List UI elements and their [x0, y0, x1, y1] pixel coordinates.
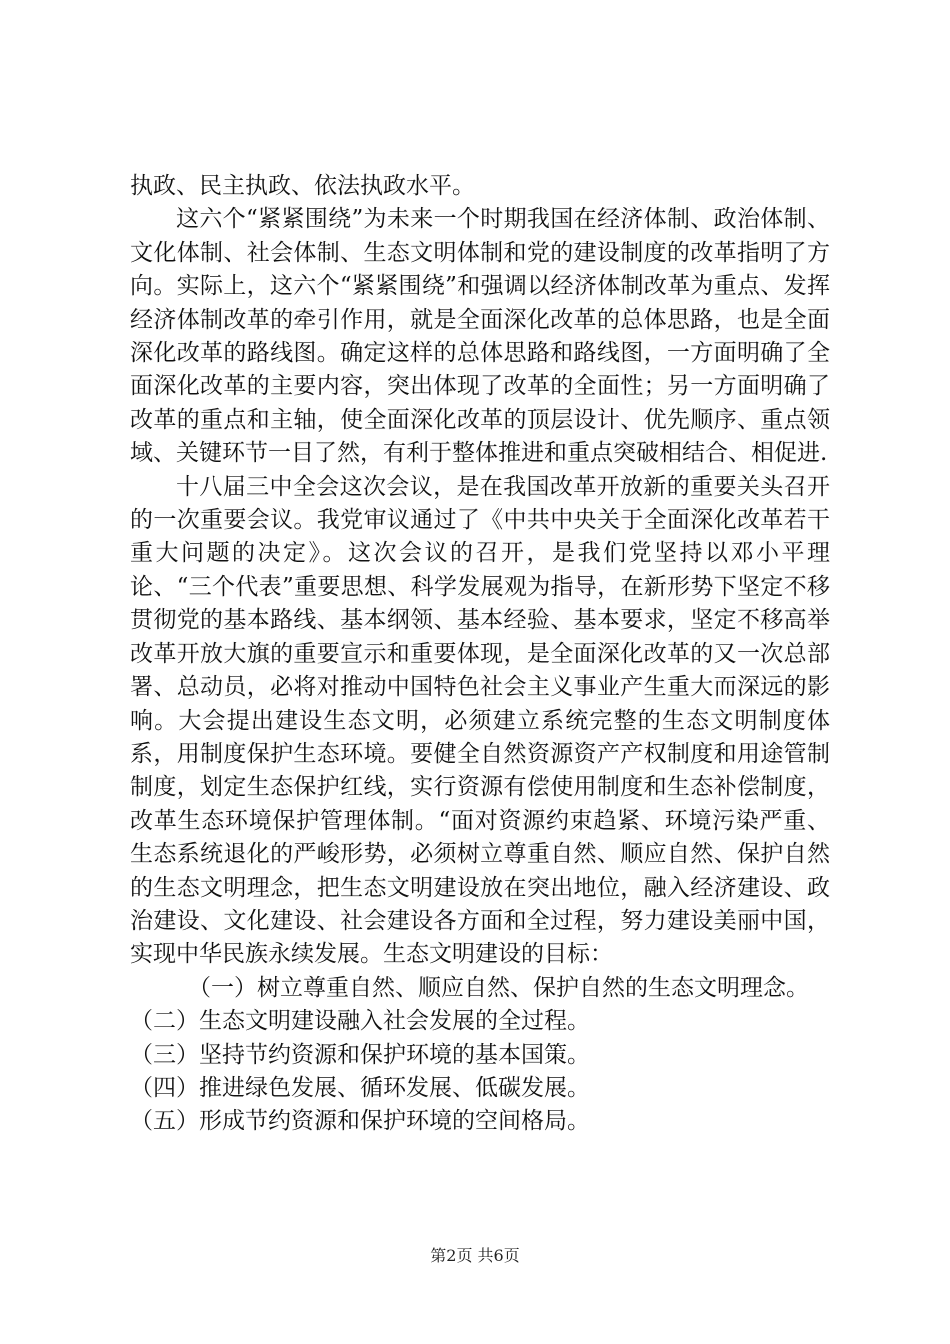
list-item: （五）形成节约资源和保护环境的空间格局。 [130, 1108, 590, 1135]
paragraph: 十八届三中全会这次会议，是在我国改革开放新的重要关头召开的一次重要会议。我党审议通过了《中共中央关于全面深化改革若干重大问题的决定》。这次会议的召开，是我们党坚持以邓小平理论、“三个代表”重要思想、科学发展观为指导，在新形势下坚定不移贯彻党的基本路线、基本纲领、基本经验、基本要求，坚定不移高举改革开放大旗的重要宣示和重要体现，是全面深化改革的又一次总部署、总动员，必将对推动中国特色社会主义事业产生重大而深远的影响。大会提出建设生态文明，必须建立系统完整的生态文明制度体系，用制度保护生态环境。要健全自然资源资产产权制度和用途管制制度，划定生态保护红线，实行资源有偿使用制度和生态补偿制度，改革生态环境保护管理体制。“面对资源约束趋紧、环境污染严重、生态系统退化的严峻形势，必须树立尊重自然、顺应自然、保护自然的生态文明理念，把生态文明建设放在突出地位，融入经济建设、政治建设、文化建设、社会建设各方面和全过程，努力建设美丽中国，实现中华民族永续发展。生态文明建设的目标： [130, 473, 830, 968]
list-item: （一）树立尊重自然、顺应自然、保护自然的生态文明理念。 [188, 974, 809, 1001]
list-item: （二）生态文明建设融入社会发展的全过程。 [130, 1008, 590, 1035]
page-number-footer: 第2页 共6页 [430, 1246, 520, 1265]
list-item: （四）推进绿色发展、循环发展、低碳发展。 [130, 1074, 590, 1101]
paragraph: 这六个“紧紧围绕”为未来一个时期我国在经济体制、政治体制、文化体制、社会体制、生态文明体制和党的建设制度的改革指明了方向。实际上，这六个“紧紧围绕”和强调以经济体制改革为重点、发挥经济体制改革的牵引作用，就是全面深化改革的总体思路，也是全面深化改革的路线图。确定这样的总体思路和路线图，一方面明确了全面深化改革的主要内容，突出体现了改革的全面性；另一方面明确了改革的重点和主轴，使全面深化改革的顶层设计、优先顺序、重点领域、关键环节一目了然，有利于整体推进和重点突破相结合、相促进. [130, 206, 830, 467]
list-item: （三）坚持节约资源和保护环境的基本国策。 [130, 1041, 590, 1068]
paragraph-continuation: 执政、民主执政、依法执政水平。 [130, 173, 475, 199]
document-body [130, 170, 830, 1139]
goals-list [130, 972, 830, 1139]
